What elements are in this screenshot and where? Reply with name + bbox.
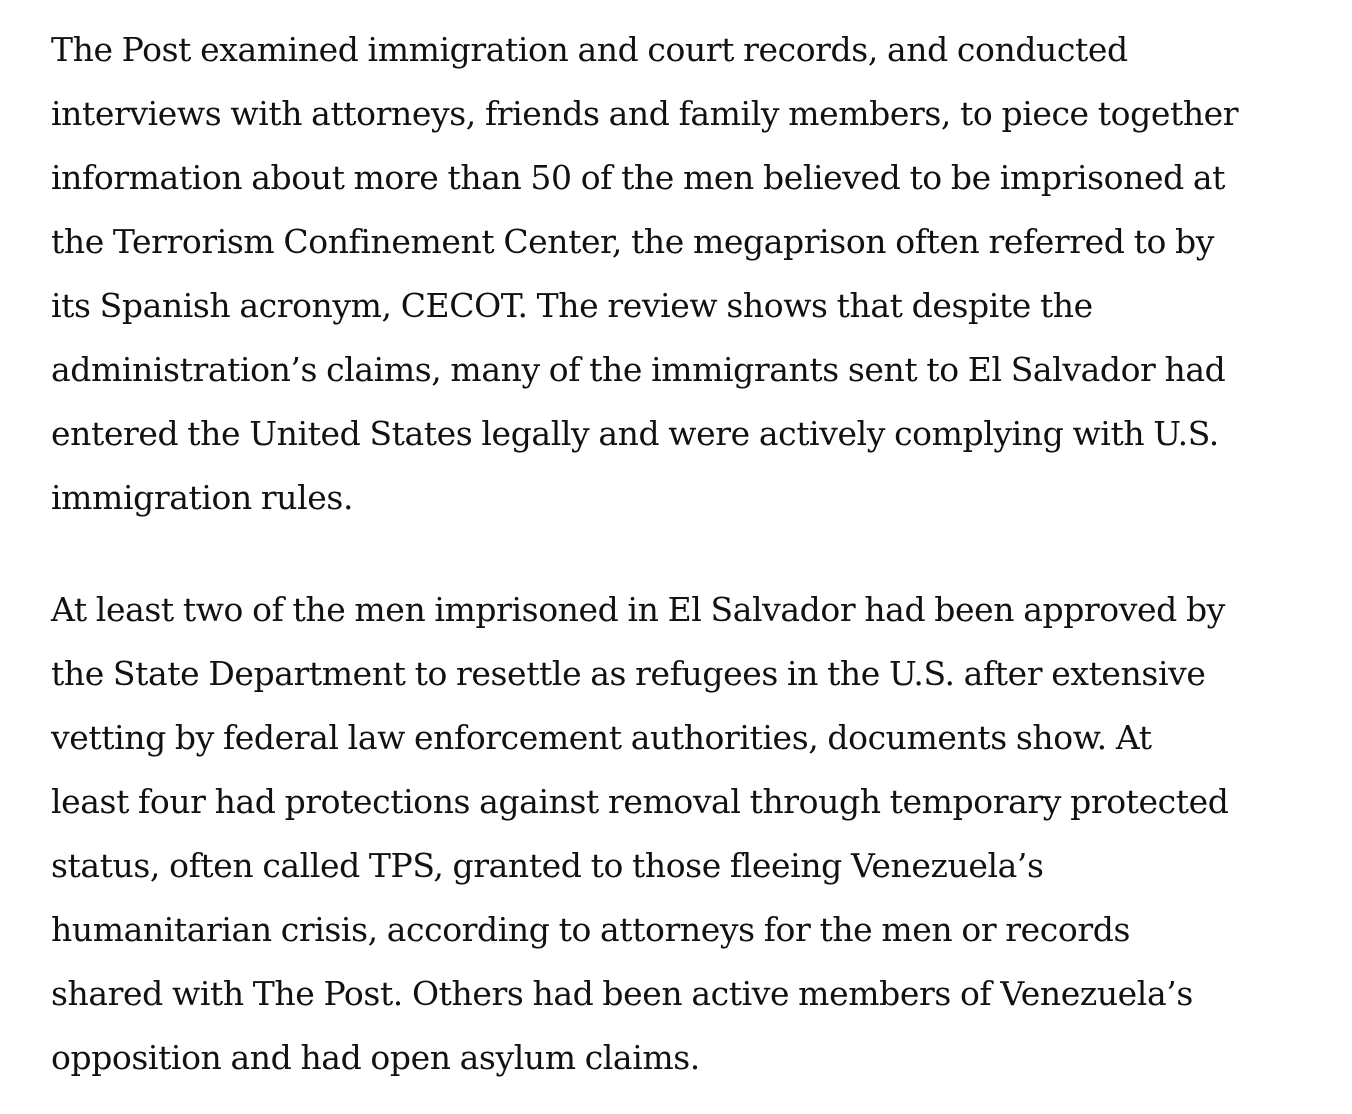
paragraph-line: the State Department to resettle as refugees in the U.S. after extensive xyxy=(51,654,1206,693)
paragraph-line: entered the United States legally and were actively complying with U.S. xyxy=(51,414,1219,453)
paragraph-line: information about more than 50 of the men believed to be imprisoned at xyxy=(51,158,1226,197)
paragraph-2 xyxy=(51,578,1332,1090)
paragraph-line: interviews with attorneys, friends and family members, to piece together xyxy=(51,94,1239,133)
paragraph-line: its Spanish acronym, CECOT. The review shows that despite the xyxy=(51,286,1093,325)
paragraph-line: status, often called TPS, granted to those fleeing Venezuela’s xyxy=(51,846,1044,885)
paragraph-line: humanitarian crisis, according to attorneys for the men or records xyxy=(51,910,1130,949)
paragraph-line: the Terrorism Confinement Center, the megaprison often referred to by xyxy=(51,222,1214,261)
paragraph-line: immigration rules. xyxy=(51,478,354,517)
paragraph-line: administration’s claims, many of the immigrants sent to El Salvador had xyxy=(51,350,1226,389)
paragraph-line: The Post examined immigration and court records, and conducted xyxy=(51,30,1128,69)
paragraph-line: vetting by federal law enforcement authorities, documents show. At xyxy=(51,718,1152,757)
paragraph-line: shared with The Post. Others had been active members of Venezuela’s xyxy=(51,974,1193,1013)
paragraph-line: opposition and had open asylum claims. xyxy=(51,1038,700,1077)
paragraph-line: At least two of the men imprisoned in El Salvador had been approved by xyxy=(51,590,1225,629)
paragraph-line: least four had protections against removal through temporary protected xyxy=(51,782,1229,821)
paragraph-1 xyxy=(51,18,1332,530)
